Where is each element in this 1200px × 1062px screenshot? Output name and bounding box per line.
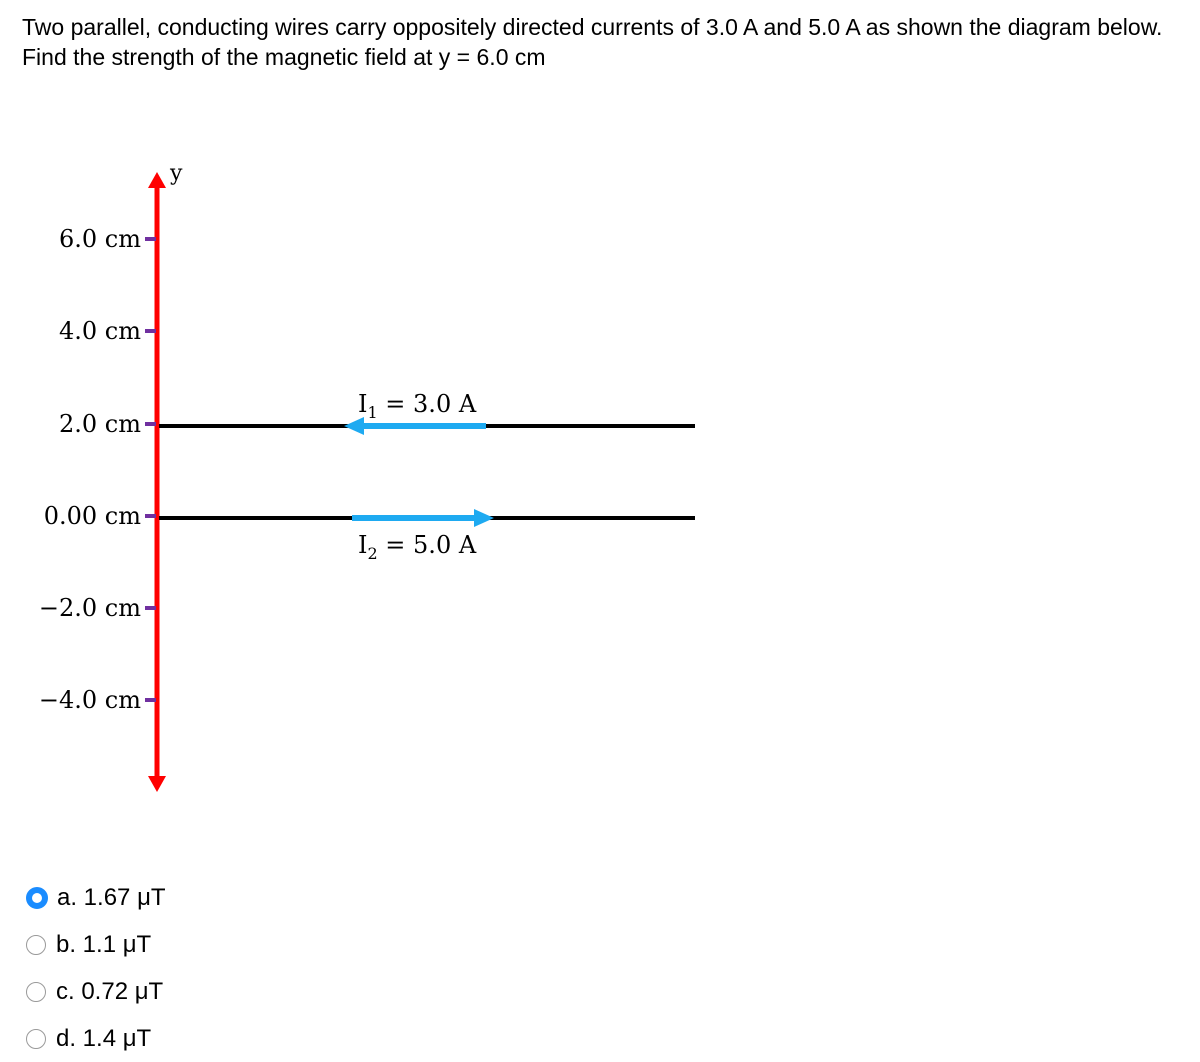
arrow-left-icon (344, 417, 364, 435)
current-2-label: $I_2 = 5.0$ A (358, 531, 477, 563)
radio-selected-icon[interactable] (26, 887, 48, 909)
current-1-label: $I_1 = 3.0$ A (358, 390, 477, 422)
option-a[interactable] (26, 874, 166, 921)
option-c[interactable] (26, 968, 166, 1015)
radio-icon[interactable] (26, 1029, 46, 1049)
option-b[interactable] (26, 921, 166, 968)
y-axis-arrow-down-icon (148, 776, 166, 792)
question-text: Two parallel, conducting wires carry oppositely directed currents of 3.0 A and 5.0 A as shown the diagram below. Find the strength of the magnetic field at y = 6.0 cm (22, 14, 1169, 70)
radio-icon[interactable] (26, 982, 46, 1002)
diagram-svg (0, 150, 760, 810)
y-axis-label: y (170, 161, 183, 186)
tick-label: 2.0 cm (59, 410, 141, 438)
y-axis-arrow-up-icon (148, 172, 166, 188)
tick-label: 6.0 cm (59, 225, 141, 253)
tick-label: −2.0 cm (38, 594, 141, 622)
answer-options (26, 874, 166, 1062)
option-d[interactable] (26, 1015, 166, 1062)
option-label: d. 1.4 μT (56, 1024, 152, 1052)
option-label: b. 1.1 μT (56, 930, 152, 958)
tick-label: 0.00 cm (43, 502, 141, 530)
wires-diagram (0, 150, 760, 810)
tick-label: 4.0 cm (59, 317, 141, 345)
option-label: a. 1.67 μT (57, 883, 166, 911)
radio-icon[interactable] (26, 935, 46, 955)
tick-label: −4.0 cm (38, 686, 141, 714)
arrow-right-icon (474, 509, 494, 527)
option-label: c. 0.72 μT (56, 977, 164, 1005)
